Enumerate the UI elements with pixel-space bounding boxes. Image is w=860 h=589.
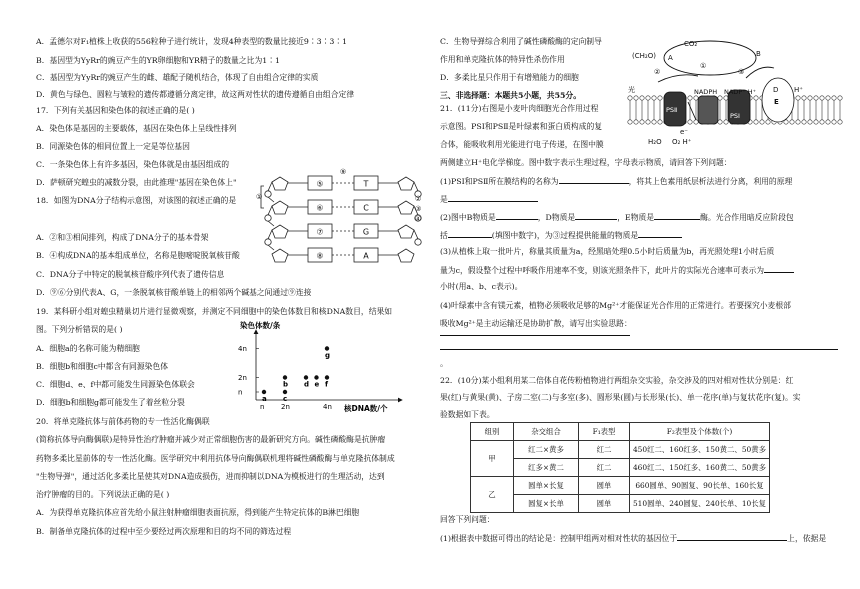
data-point-e [314,375,318,379]
table-header: F₁表型 [579,423,630,441]
q21-part3-line2 [440,264,794,276]
q18-option-d: D．⑨⑥分别代表A、G，一条脱氧核苷酸单链上的相邻两个碱基之间通过⑨连接 [36,288,312,297]
q20-option-d: D．多柔比星只作用于有增殖能力的细胞 [440,73,579,82]
q20-option-b: B．制备单克隆抗体的过程中至少要经过两次原理和目的均不同的筛选过程 [36,527,292,536]
data-point-label: e [314,380,320,389]
table-cell: 乙 [471,477,514,513]
y-tick-label: 2n [238,374,247,382]
dna-base: C [363,203,369,213]
answer-line[interactable] [440,335,630,336]
q21-part4-line2: 吸收Mg²⁺是主动运输还是协助扩散，请写出实验思路： [440,319,632,328]
q17-option-c: C．一条染色体上有许多基因，染色体就是由基因组成的 [36,160,230,169]
q22-line1: 22．(10分)某小组利用某二倍体自花传粉植物进行两组杂交实验，杂交涉及的四对相对性状分别是：红 [440,376,794,385]
table-cell: 红二×黄多 [514,441,579,459]
q18-stem: 18．如图为DNA分子结构示意图，对该图的叙述正确的是 [36,196,237,205]
q21-part1-text: (1)PSⅠ和PSⅡ所在膜结构的名称为 [440,177,559,186]
q21-part2-text3: ，E物质是 [617,213,655,222]
dna-base: T [363,179,369,189]
q18-option-c: C．DNA分子中特定的脱氧核苷酸序列代表了遗传信息 [36,270,225,279]
q19-stem-line2: 图。下列分析错误的是( ) [36,325,123,334]
q18-option-b: B．④构成DNA的基本组成单位，名称是胞嘧啶脱氧核苷酸 [36,251,240,260]
q21-part2-text4: 酶。光合作用暗反应阶段包 [700,213,794,222]
molecule-label: D [773,86,779,94]
molecule-label: CO₂ [684,40,698,48]
answer-blank[interactable] [448,229,492,238]
q20-line3: 药物多柔比星前体的专一性活化酶。医学研究中利用抗体导向酶偶联机理将碱性磷酸酶与单克隆抗体制成 [36,454,395,463]
molecule-label: O₂ H⁺ [672,138,692,146]
q21-part3-text: 量为c，假设整个过程中呼吸作用速率不变，则该光照条件下，此叶片的实际光合速率可表示为 [440,266,765,275]
q21-part2-text5: 括 [440,231,448,240]
photosynthesis-diagram [628,34,842,146]
data-point-label: f [325,380,329,389]
q22-line2: 果(红)与黄果(黄)、子房二室(二)与多室(多)、圆形果(圆)与长形果(长)、单一花序(单)与复状花序(复)。实 [440,393,801,402]
table-header: F₂表型及个体数(个) [630,423,770,441]
molecule-label: B [756,50,761,58]
section-3-heading: 三、非选择题：本题共5小题，共55分。 [440,91,582,100]
q21-part1-text2: ，将其上色素用纸层析法进行分离，利用的原理 [628,177,793,186]
data-point-a [262,390,266,394]
table-cell: 圆复×长单 [514,495,579,513]
dna-label: ② [415,195,422,203]
q21-part1-cont [440,193,538,205]
dna-structure-diagram [258,168,426,266]
q21-part2-text2: ，D物质是 [537,213,576,222]
molecule-label: NADPH [694,88,718,96]
answer-intro: 回答下列问题： [440,515,495,524]
light-label: 光 [628,86,635,94]
q18-option-a: A．②和③相间排列，构成了DNA分子的基本骨架 [36,233,209,242]
dna-label: ③ [415,205,422,213]
q17-option-d: D．萨顿研究蝗虫的减数分裂，由此推理"基因在染色体上" [36,178,237,187]
molecule-label: PSⅡ [666,106,678,114]
table-cell: 红多×黄二 [514,459,579,477]
q21-part1 [440,175,792,187]
molecule-label: e⁻ [680,128,689,136]
data-point-g [325,346,329,350]
data-point-d [304,375,308,379]
y-tick-label: n [238,388,243,397]
table-header: 组别 [471,423,514,441]
q21-part2 [440,211,794,223]
x-axis-title: 核DNA数/个 [344,404,388,413]
data-point-label: g [325,351,331,360]
table-cell: 圆单×长复 [514,477,579,495]
dna-box-label: ⑥ [316,203,324,213]
answer-blank[interactable] [677,532,787,541]
molecule-label: H₂O [648,138,662,146]
table-cell: 红二 [579,459,630,477]
q21-part3-line1: (3)从植株上取一批叶片，称量其质量为a，经黑暗处理0.5小时后质量为b，再光照处理1小时后质 [440,247,775,256]
x-tick-label: n [260,403,265,411]
table-cell: 圆单 [579,477,630,495]
q20-line5: 治疗肿瘤的目的。下列说法正确的是( ) [36,490,170,499]
table-row [471,441,770,459]
q20-line1: 20．将单克隆抗体与前体药物的专一性活化酶偶联 [36,417,210,426]
table-cell: 510圆单、240圆复、240长单、10长复 [630,495,770,513]
dna-label: ⑨ [339,168,347,176]
molecule-label: H⁺ [794,86,803,94]
process-label: ① [700,62,707,70]
q21-line1: 21．(11分)右图是小麦叶肉细胞光合作用过程 [440,104,599,113]
table-row [471,477,770,495]
data-point-f [325,375,329,379]
table-cell: 甲 [471,441,514,477]
q21-part3-end: 小时(用a、b、c表示)。 [440,282,523,291]
molecule-label: (CH₂O) [632,52,656,60]
answer-blank[interactable] [654,211,700,220]
data-point-label: a [262,395,267,403]
table-cell: 红二 [579,441,630,459]
process-label: ③ [738,68,745,76]
q16-option-b: B．基因型为YyRr的豌豆产生的YR卵细胞和YR精子的数量之比为1∶1 [36,56,280,65]
table-cell: 460红二、150红多、160黄二、50黄多 [630,459,770,477]
q17-stem: 17．下列有关基因和染色体的叙述正确的是( ) [36,106,195,115]
q19-option-a: A．细胞a的名称可能为精细胞 [36,344,140,353]
dna-base: G [362,227,370,237]
q22-part1-text: (1)根据表中数据可得出的结论是：控制甲组两对相对性状的基因位于 [440,534,678,543]
q21-part2-text: (2)图中B物质是 [440,213,496,222]
molecule-label: E [774,98,779,106]
table-cell: 660圆单、90圆复、90长单、160长复 [630,477,770,495]
q21-part2-cont [440,229,682,241]
q21-line2: 示意图。PSⅠ和PSⅡ是叶绿素和蛋白质构成的复 [440,122,603,131]
table-row [471,495,770,513]
dna-label: ④ [415,215,422,223]
q21-part2-text6: (填图中数字)，为③过程提供能量的物质是 [491,231,639,240]
answer-blank[interactable] [496,211,538,220]
q22-part1 [440,532,826,544]
table-cell: 450红二、160红多、150黄二、50黄多 [630,441,770,459]
table-row [471,459,770,477]
q19-stem-line1: 19．某科研小组对蝗虫精巢切片进行显微观察，并测定不同细胞中的染色体数目和核DNA数目，结果如 [36,307,393,316]
answer-line[interactable] [440,349,838,350]
x-tick-label: 4n [323,403,332,411]
q20-option-c-line1: C．生物导弹综合利用了碱性磷酸酶的定向制导 [440,37,602,46]
q22-part1-text2: 上，依据是 [787,534,827,543]
q19-option-b: B．细胞b和细胞c中都含有同源染色体 [36,362,169,371]
q16-option-c: C．基因型为YyRr的豌豆产生的雌、雄配子随机结合，体现了自由组合定律的实质 [36,73,319,82]
q19-option-c: C．细胞d、e、f中都可能发生同源染色体联会 [36,380,195,389]
chromosome-dna-chart [220,322,420,412]
q20-line4: "生物导弹"，通过活化多柔比星使其对DNA造成损伤，进而抑制以DNA为模板进行的生理活动，达到 [36,472,385,481]
cross-data-table [470,422,770,513]
data-point-b [283,375,287,379]
process-label: ② [654,68,661,76]
data-point-c [283,390,287,394]
q21-line4: 两侧建立H⁺电化学梯度。图中数字表示生理过程，字母表示物质，请回答下列问题： [440,158,732,167]
table-cell: 圆单 [579,495,630,513]
dna-box-label: ⑦ [316,227,324,237]
q16-option-a: A．孟德尔对F₁植株上收获的556粒种子进行统计，发现4种表型的数量比接近9∶3∶3∶1 [36,37,348,46]
q19-option-d: D．细胞b和细胞g都可能发生了着丝粒分裂 [36,398,185,407]
dna-box-label: ⑤ [316,179,324,189]
molecule-label: PSⅠ [730,112,740,120]
molecule-label: NADP⁺ H⁺ [724,88,757,96]
answer-blank[interactable] [764,264,794,273]
q20-option-a: A．为获得单克隆抗体应首先给小鼠注射肿瘤细胞表面抗原，得到能产生特定抗体的B淋巴细胞 [36,508,360,517]
q17-option-b: B．同源染色体的相同位置上一定是等位基因 [36,142,190,151]
q21-part4-line1: (4)叶绿素中含有镁元素，植物必须吸收足够的Mg²⁺才能保证光合作用的正常进行。若要探究小麦根部 [440,301,791,310]
answer-blank[interactable] [559,175,629,184]
dna-box-label: ⑧ [316,251,324,261]
data-point-label: b [283,380,289,389]
y-tick-label: 4n [238,345,247,353]
dna-label: ① [256,193,263,201]
answer-blank[interactable] [575,211,617,220]
q21-part1-text3: 是 [440,195,448,204]
data-point-label: d [304,380,310,389]
molecule-label: A [668,54,673,62]
x-tick-label: 2n [281,403,290,411]
table-header-row [471,423,770,441]
answer-blank[interactable] [638,229,682,238]
q22-line3: 验数据如下表。 [440,410,495,419]
q20-option-c-line2: 作用和单克隆抗体的特异性杀伤作用 [440,55,565,64]
answer-end-mark: 。 [440,359,448,368]
answer-blank[interactable] [448,193,538,202]
q17-option-a: A．染色体是基因的主要载体，基因在染色体上呈线性排列 [36,124,237,133]
q16-option-d: D．黄色与绿色、圆粒与皱粒的遗传都遵循分离定律，故这两对性状的遗传遵循自由组合定律 [36,90,355,99]
y-axis-title: 染色体数/条 [240,321,281,330]
data-point-label: c [283,395,288,403]
dna-base: A [363,251,369,261]
table-header: 杂交组合 [514,423,579,441]
q20-line2: (简称抗体导向酶偶联)是特异性治疗肿瘤并减少对正常细胞伤害的最新研究方向。碱性磷酸酶是抗肿瘤 [36,435,386,444]
q21-line3: 合体，能吸收利用光能进行电子传递，在图中膜 [440,140,604,149]
